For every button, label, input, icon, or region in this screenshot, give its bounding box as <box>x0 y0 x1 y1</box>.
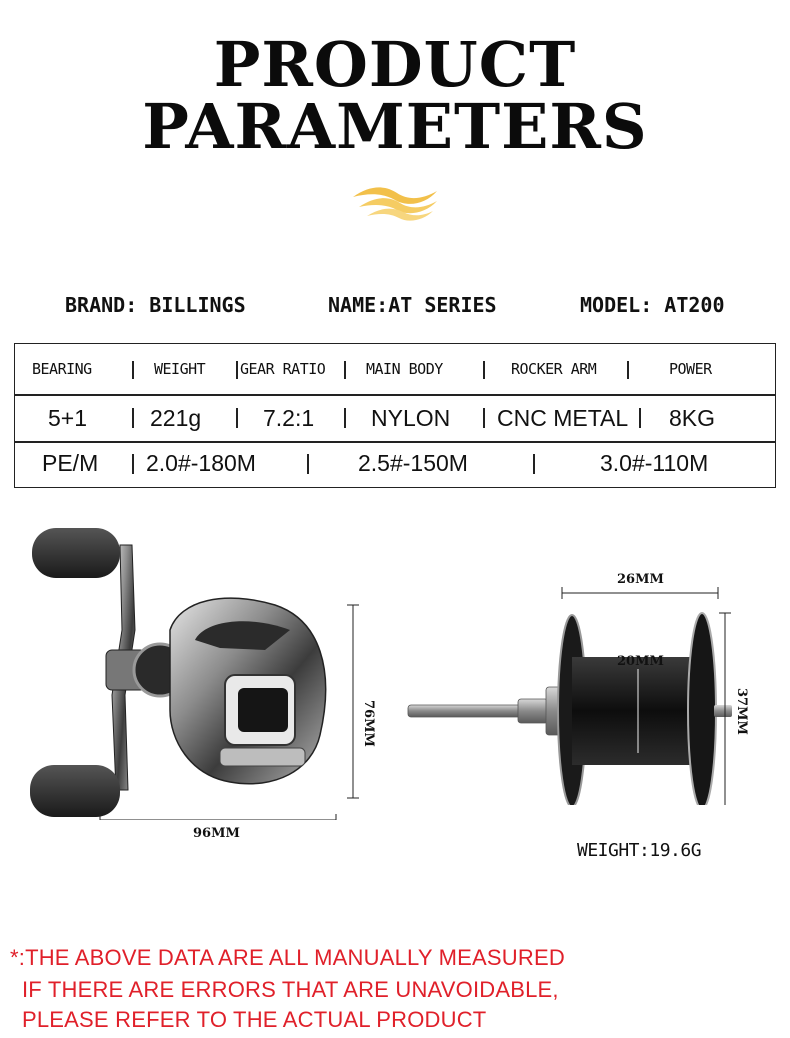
spool-weight-label: WEIGHT:19.6G <box>577 840 702 861</box>
pe-value-1: 2.0#-180M <box>146 450 256 476</box>
spool-height-label: 37MM <box>734 688 749 735</box>
column-separator <box>639 408 641 428</box>
column-separator <box>132 454 134 474</box>
spool-image <box>400 565 740 805</box>
header-power: POWER <box>669 360 712 378</box>
column-separator <box>307 454 309 474</box>
value-weight: 221g <box>150 405 202 431</box>
brand-label: BRAND: BILLINGS <box>65 293 246 317</box>
disclaimer-line-3: PLEASE REFER TO THE ACTUAL PRODUCT <box>22 1007 487 1032</box>
spec-table <box>14 343 776 488</box>
wave-ornament-icon <box>345 183 445 223</box>
column-separator <box>627 361 629 379</box>
value-power: 8KG <box>669 405 716 431</box>
header-rocker-arm: ROCKER ARM <box>511 360 597 378</box>
spool-inner-width-label: 20MM <box>617 654 664 669</box>
header-weight: WEIGHT <box>154 360 206 378</box>
baitcasting-reel-image <box>20 520 370 820</box>
column-separator <box>132 408 134 428</box>
model-label: MODEL: AT200 <box>580 293 725 317</box>
disclaimer-line-2: IF THERE ARE ERRORS THAT ARE UNAVOIDABLE, <box>22 977 559 1002</box>
header-main-body: MAIN BODY <box>366 360 443 378</box>
reel-width-label: 96MM <box>193 826 240 841</box>
column-separator <box>236 361 238 379</box>
title-line-1: PRODUCT <box>213 28 577 101</box>
row-divider <box>15 394 775 396</box>
column-separator <box>483 408 485 428</box>
header-gear-ratio: GEAR RATIO <box>240 360 326 378</box>
pe-value-2: 2.5#-150M <box>358 450 468 476</box>
pe-label: PE/M <box>42 450 99 476</box>
title-line-2: PARAMETERS <box>142 90 648 163</box>
column-separator <box>344 361 346 379</box>
value-bearing: 5+1 <box>48 405 88 431</box>
value-rocker-arm: CNC METAL <box>497 405 629 431</box>
pe-value-3: 3.0#-110M <box>600 450 709 476</box>
row-divider <box>15 441 775 443</box>
column-separator <box>344 408 346 428</box>
spool-width-label: 26MM <box>617 572 664 587</box>
column-separator <box>132 361 134 379</box>
value-gear-ratio: 7.2:1 <box>263 405 315 431</box>
disclaimer-line-1: *:THE ABOVE DATA ARE ALL MANUALLY MEASURED <box>10 945 565 970</box>
header-bearing: BEARING <box>32 360 92 378</box>
column-separator <box>236 408 238 428</box>
column-separator <box>483 361 485 379</box>
reel-height-label: 76MM <box>361 700 376 747</box>
name-label: NAME:AT SERIES <box>328 293 497 317</box>
column-separator <box>533 454 535 474</box>
value-main-body: NYLON <box>371 405 451 431</box>
